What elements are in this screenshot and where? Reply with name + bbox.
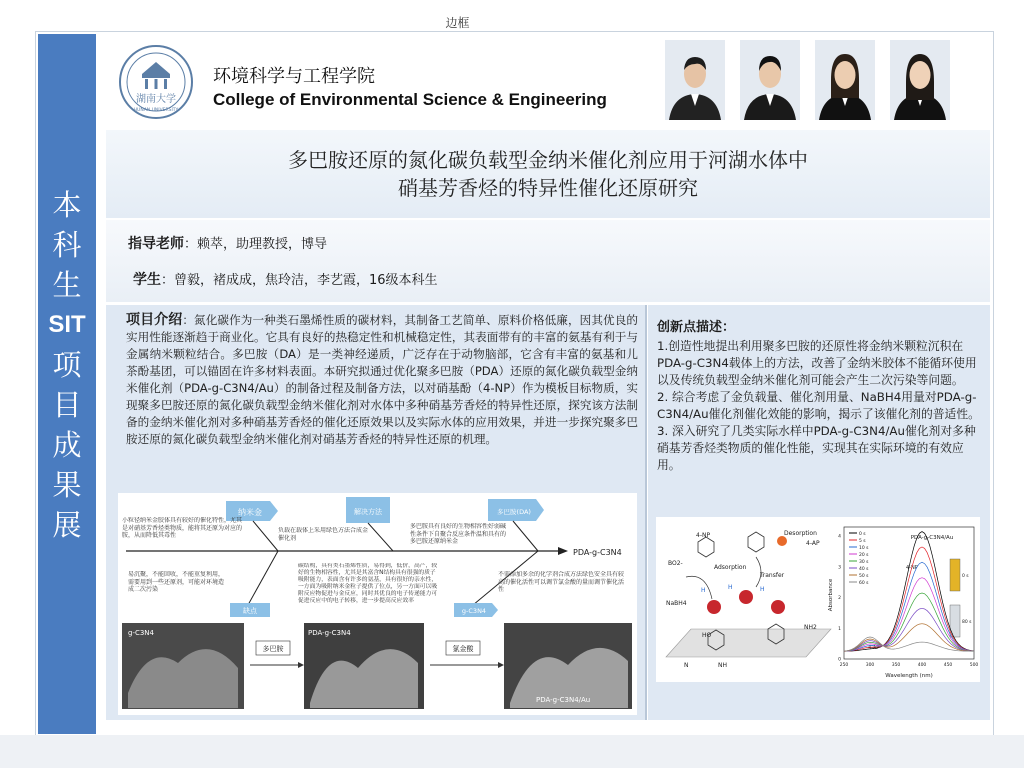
- chart-ylabel: Absorbance: [828, 578, 834, 612]
- legend-label: 60 s: [859, 580, 869, 586]
- y-tick-label: 4: [838, 534, 841, 540]
- legend-label: 5 s: [859, 538, 866, 544]
- student-photo: [890, 40, 950, 120]
- chart-title: PDA-g-C3N4/Au: [910, 535, 954, 541]
- y-tick-label: 1: [838, 626, 841, 632]
- label-h: H: [728, 584, 733, 591]
- advisor-value: ：赖萃，助理教授，博导: [184, 237, 328, 252]
- chart-xlabel: Wavelength (nm): [885, 673, 933, 679]
- title-line: 硝基芳香烃的特异性催化还原研究: [398, 176, 698, 200]
- label-bo2: BO2-: [668, 560, 683, 567]
- label-adsorption: Adsorption: [714, 564, 747, 571]
- sidebar-char: 本: [52, 188, 82, 222]
- y-tick-label: 2: [838, 596, 841, 602]
- label-h: H: [701, 587, 706, 594]
- innovation-point: 1.创造性地提出利用聚多巴胺的还原性将金纳米颗粒沉积在PDA-g-C3N4载体上的方法，改善了金纳米胶体不能循环使用以及传统负载型金纳米催化剂可能会产生二次污染等问题。: [657, 339, 977, 387]
- students-label: 学生: [133, 272, 161, 288]
- label-4np: 4-NP: [696, 532, 711, 539]
- inset-label: 80 s: [962, 620, 972, 625]
- text-dopamine: 多巴胺具有良好的生物相容性好弱碱性条件下自聚合反应条件温和具有的多巴胺还原纳米金: [410, 523, 507, 545]
- tag-gcn: g-C3N4: [461, 607, 487, 615]
- sidebar-char: 科: [52, 228, 82, 262]
- x-tick-label: 350: [891, 663, 901, 668]
- university-logo: [118, 44, 194, 120]
- page-caption: 边框: [445, 16, 470, 30]
- tag-solution: 解决方法: [354, 508, 382, 516]
- sidebar-title: [38, 185, 96, 545]
- sidebar-char: 生: [52, 268, 82, 302]
- sem-label: g-C3N4: [128, 629, 155, 637]
- sem-label: PDA-g-C3N4: [308, 629, 351, 637]
- pda-label: PDA-g-C3N4: [573, 548, 622, 557]
- bottom-band: [0, 735, 1024, 768]
- advisor-line: [128, 233, 327, 253]
- college-name-cn: 环境科学与工程学院: [213, 66, 375, 87]
- sidebar-char: 项: [52, 348, 82, 382]
- project-intro: [126, 312, 638, 448]
- intro-label: 项目介绍: [126, 312, 183, 328]
- text-gcn: 碳结构，具有类石墨烯性质，易得到，低价，高产，较好的生物相容性，尤其是其富含N结构具有很强的质子吸附能力，表面含有许多的氨基，具有很好的亲水性，一方面为吸附纳米金粒子提供了位点，另一方面可以吸附反应物促进与金反应，同时其优良的电子传递能力可促进反应中的电子转移，进一步提高反应效率: [298, 563, 438, 604]
- text-carrier: 负载在载体上采用绿色方法合成金催化剂: [278, 527, 368, 542]
- x-tick-label: 450: [943, 663, 953, 668]
- peak-label: 4-NP: [906, 565, 918, 571]
- sidebar-char: 成: [52, 428, 82, 462]
- label-4ap: 4-AP: [806, 540, 820, 547]
- student-photo: [665, 40, 725, 120]
- label-nh2: NH2: [804, 624, 817, 631]
- x-tick-label: 500: [969, 663, 979, 668]
- legend-label: 40 s: [859, 566, 869, 572]
- label-nh: NH: [718, 662, 727, 669]
- legend-label: 10 s: [859, 545, 869, 551]
- label-nabh4: NaBH4: [666, 600, 687, 607]
- tag-nano-gold: 纳米金: [238, 508, 262, 517]
- tag-dopamine: 多巴胺(DA): [497, 508, 531, 516]
- text-green: 不需添加多余的化学剂合成方法绿色安全具有较高的催化活性可以调节氯金酸的量而调节催化活性: [498, 571, 625, 593]
- legend-label: 20 s: [859, 552, 869, 558]
- text-nano: 小粒径纳米金胶体具有较好的催化特性，尤其是对硝基芳香烃类物质，能将其还原为对应的胺，从而降低其毒性: [122, 517, 243, 539]
- intro-text: ：氮化碳作为一种类石墨烯性质的碳材料，其制备工艺简单、原料价格低廉，因其优良的实用性能逐渐趋于商业化。它具有良好的热稳定性和机械稳定性，其表面带有的丰富的氨基有利于与金属纳米颗粒结合。多巴胺（DA）是一类神经递质，广泛存在于动物脑部，它含有丰富的氨基和儿茶酚基团，可以锚固在许多材料表面。本研究拟通过优化聚多巴胺（PDA）还原的氮化碳负载型金纳米催化剂（PDA-g-C3N4/Au）的制备过程及制备方法，以对硝基酚（4-NP）作为模板目标物质，实现聚多巴胺还原的氮化碳负载型金纳米催化剂对水体中多种硝基芳香烃的特异性还原，探究该方法制备的金纳米催化剂对多种硝基芳香烃的催化还原效果以及实际水体的应用效果，并进一步探究聚多巴胺还原的氮化碳负载型金纳米催化剂对硝基芳香烃的特异性还原的机理。: [126, 313, 638, 446]
- sidebar-char: 果: [52, 468, 82, 502]
- arrow-label: 氯金酸: [452, 645, 474, 653]
- innovation-point: 3. 深入研究了几类实际水样中PDA-g-C3N4/Au催化剂对多种硝基芳香烃类物质的催化性能，实现其在实际环境的有效应用。: [657, 424, 976, 472]
- label-ho: HO: [702, 632, 712, 639]
- college-name-en: College of Environmental Science & Engineering: [213, 90, 607, 109]
- ap-label: 4-AP: [868, 645, 880, 651]
- synthesis-diagram: [118, 493, 637, 715]
- y-tick-label: 3: [838, 565, 841, 571]
- title-line: 多巴胺还原的氮化碳负载型金纳米催化剂应用于河湖水体中: [288, 148, 808, 172]
- x-tick-label: 250: [839, 663, 849, 668]
- label-n: N: [684, 662, 689, 669]
- arrow-label: 多巴胺: [262, 645, 284, 653]
- x-tick-label: 300: [865, 663, 875, 668]
- label-desorption: Desorption: [784, 530, 817, 537]
- students-value: ：曾毅，褚成成，焦玲洁，李艺霞，16级本科生: [161, 273, 438, 288]
- advisor-label: 指导老师: [128, 236, 184, 252]
- logo-subtext: HUNAN UNIVERSITY: [133, 108, 179, 113]
- logo-text: 湖南大学: [136, 94, 176, 105]
- inset-label: 0 s: [962, 574, 969, 579]
- sidebar-char: SIT: [48, 311, 86, 338]
- x-tick-label: 400: [917, 663, 927, 668]
- poster-title: [106, 146, 990, 202]
- label-transfer: Transfer: [760, 572, 785, 579]
- student-photo: [815, 40, 875, 120]
- legend-label: 0 s: [859, 531, 866, 537]
- sem-label: PDA-g-C3N4/Au: [536, 696, 591, 704]
- sidebar-char: 展: [52, 508, 82, 542]
- text-defect: 易沉聚，不能回收，不能重复利用，需要用到一些还原剂，可能对环境造成二次污染: [128, 571, 225, 593]
- legend-label: 30 s: [859, 559, 869, 565]
- mechanism-figure: [656, 517, 980, 682]
- y-tick-label: 0: [838, 657, 841, 663]
- tag-defect: 缺点: [243, 607, 257, 615]
- sidebar-char: 目: [52, 388, 82, 422]
- student-photo: [740, 40, 800, 120]
- innovation-point: 2. 综合考虑了金负载量、催化剂用量、NaBH4用量对PDA-g-C3N4/Au催化剂催化效能的影响，揭示了该催化剂的普适性。: [657, 390, 980, 421]
- legend-label: 50 s: [859, 573, 869, 579]
- innovation-heading: 创新点描述：: [657, 320, 736, 335]
- label-h: H: [760, 586, 765, 593]
- innovation-list: [657, 338, 983, 474]
- students-line: [133, 269, 438, 289]
